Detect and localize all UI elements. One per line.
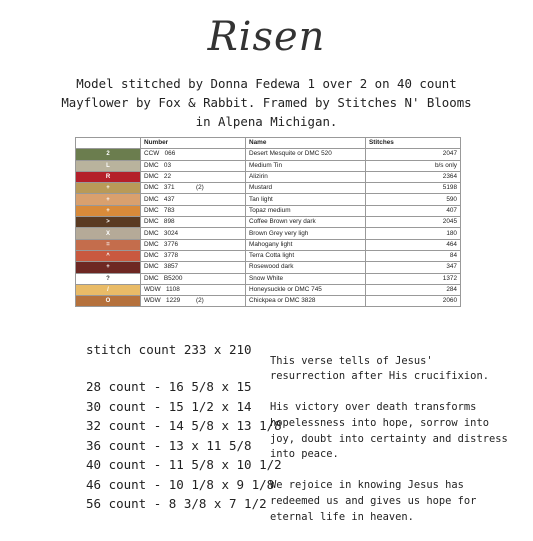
floss-name: Topaz medium: [246, 205, 366, 216]
floss-name: Chickpea or DMC 3828: [246, 296, 366, 307]
floss-code: 437: [163, 195, 175, 203]
stitch-count: stitch count 233 x 210: [86, 342, 252, 357]
floss-brand: DMC: [144, 184, 159, 192]
floss-name: Brown Grey very ligh: [246, 228, 366, 239]
floss-number: [141, 239, 246, 250]
floss-brand: DMC: [144, 240, 159, 248]
floss-brand: DMC: [144, 173, 159, 181]
verse-line: We rejoice in knowing Jesus has: [270, 479, 464, 492]
floss-number: [141, 183, 246, 194]
floss-number: [141, 194, 246, 205]
table-row: [76, 171, 461, 182]
floss-name: Desert Mesquite or DMC 520: [246, 149, 366, 160]
floss-name: Mustard: [246, 183, 366, 194]
color-swatch-symbol: R: [76, 171, 141, 182]
table-header-row: [76, 138, 461, 149]
table-row: [76, 205, 461, 216]
floss-number: [141, 149, 246, 160]
floss-table: [75, 137, 461, 307]
header-symbol: [76, 138, 141, 149]
color-swatch-symbol: +: [76, 183, 141, 194]
floss-code: B5200: [163, 274, 183, 282]
color-swatch-symbol: 2: [76, 149, 141, 160]
floss-stitches: 464: [366, 239, 461, 250]
floss-code: 3857: [163, 263, 179, 271]
header-name: Name: [246, 138, 366, 149]
floss-code: 03: [163, 161, 171, 169]
floss-stitches: 84: [366, 250, 461, 261]
color-swatch-symbol: +: [76, 262, 141, 273]
floss-number: [141, 250, 246, 261]
floss-brand: DMC: [144, 252, 159, 260]
floss-brand: DMC: [144, 206, 159, 214]
floss-stitches: 1372: [366, 273, 461, 284]
table-row: [76, 262, 461, 273]
floss-code: 898: [163, 218, 175, 226]
floss-number: [141, 228, 246, 239]
floss-number: [141, 171, 246, 182]
color-swatch-symbol: ?: [76, 273, 141, 284]
table-row: [76, 160, 461, 171]
floss-stitches: 2045: [366, 217, 461, 228]
floss-number: [141, 217, 246, 228]
floss-brand: CCW: [144, 150, 160, 158]
floss-code: 3024: [163, 229, 179, 237]
floss-stitches: 2060: [366, 296, 461, 307]
color-swatch-symbol: L: [76, 160, 141, 171]
floss-stitches: 2364: [366, 171, 461, 182]
color-swatch-symbol: +: [76, 205, 141, 216]
fabric-size: 36 count - 13 x 11 5/8: [86, 437, 252, 453]
intro-line: Mayflower by Fox & Rabbit. Framed by Stitches N' Blooms: [61, 95, 472, 110]
floss-code: 1229: [166, 297, 181, 305]
table-row: [76, 194, 461, 205]
floss-strands: (2): [196, 184, 204, 192]
intro-line: Model stitched by Donna Fedewa 1 over 2 on 40 count: [76, 76, 457, 91]
table-row: [76, 296, 461, 307]
verse-line: into peace.: [270, 448, 339, 461]
table-row: [76, 239, 461, 250]
floss-number: [141, 273, 246, 284]
color-swatch-symbol: O: [76, 296, 141, 307]
verse-line: redeemed us and gives us hope for: [270, 494, 477, 507]
fabric-size: 32 count - 14 5/8 x 13 1/8: [86, 418, 282, 433]
floss-stitches: 5198: [366, 183, 461, 194]
floss-brand: DMC: [144, 218, 159, 226]
table-row: [76, 273, 461, 284]
floss-number: [141, 262, 246, 273]
table-row: [76, 217, 461, 228]
floss-brand: DMC: [144, 263, 159, 271]
floss-stitches: 590: [366, 194, 461, 205]
floss-name: Alizirin: [246, 171, 366, 182]
fabric-size: 30 count - 15 1/2 x 14: [86, 398, 252, 414]
floss-brand: DMC: [144, 229, 159, 237]
floss-code: 3776: [163, 240, 179, 248]
floss-code: 783: [163, 206, 175, 214]
floss-stitches: 284: [366, 284, 461, 295]
verse-line: This verse tells of Jesus': [270, 354, 433, 367]
floss-number: [141, 205, 246, 216]
floss-code: 1108: [166, 286, 180, 293]
color-swatch-symbol: >: [76, 217, 141, 228]
page-title: Risen: [207, 14, 326, 60]
table-row: [76, 250, 461, 261]
floss-strands: (2): [196, 297, 204, 305]
floss-stitches: 180: [366, 228, 461, 239]
verse-line: joy, doubt into certainty and distress: [270, 432, 508, 445]
verse-description: [270, 338, 520, 541]
floss-brand: DMC: [144, 161, 159, 169]
floss-brand: WDW: [144, 286, 161, 293]
floss-number: [141, 284, 246, 295]
color-swatch-symbol: +: [76, 194, 141, 205]
table-row: [76, 149, 461, 160]
table-row: [76, 183, 461, 194]
floss-stitches: b/s only: [366, 160, 461, 171]
fabric-sizes-list: [86, 377, 282, 514]
floss-code: 066: [164, 150, 176, 158]
fabric-size: 46 count - 10 1/8 x 9 1/8: [86, 476, 275, 492]
floss-code: 22: [163, 173, 171, 181]
color-swatch-symbol: /: [76, 284, 141, 295]
color-swatch-symbol: ^: [76, 250, 141, 261]
intro-line: in Alpena Michigan.: [195, 114, 338, 129]
table-row: [76, 284, 461, 295]
fabric-size: 40 count - 11 5/8 x 10 1/2: [86, 457, 282, 472]
floss-code: 371: [163, 184, 175, 192]
fabric-size: 56 count - 8 3/8 x 7 1/2: [86, 496, 267, 511]
floss-name: Terra Cotta light: [246, 250, 366, 261]
color-swatch-symbol: =: [76, 239, 141, 250]
floss-number: [141, 296, 246, 307]
floss-brand: DMC: [144, 195, 159, 203]
verse-line: His victory over death transforms: [270, 401, 477, 414]
floss-name: Medium Tin: [246, 160, 366, 171]
intro-text: [30, 74, 503, 131]
floss-brand: DMC: [144, 274, 159, 282]
floss-name: Snow White: [246, 273, 366, 284]
table-row: [76, 228, 461, 239]
floss-stitches: 2047: [366, 149, 461, 160]
floss-stitches: 407: [366, 205, 461, 216]
floss-brand: WDW: [144, 297, 161, 305]
floss-table-body: [76, 149, 461, 307]
floss-name: Mahogany light: [246, 239, 366, 250]
floss-name: Tan light: [246, 194, 366, 205]
floss-stitches: 347: [366, 262, 461, 273]
floss-code: 3778: [163, 252, 179, 260]
header-number: Number: [141, 138, 246, 149]
verse-line: eternal life in heaven.: [270, 510, 414, 523]
verse-line: resurrection after His crucifixion.: [270, 370, 489, 383]
color-swatch-symbol: X: [76, 228, 141, 239]
fabric-size: 28 count - 16 5/8 x 15: [86, 379, 252, 394]
floss-name: Honeysuckle or DMC 745: [246, 284, 366, 295]
floss-number: [141, 160, 246, 171]
floss-name: Rosewood dark: [246, 262, 366, 273]
floss-name: Coffee Brown very dark: [246, 217, 366, 228]
verse-line: hopelessness into hope, sorrow into: [270, 416, 489, 429]
header-stitches: Stitches: [366, 138, 461, 149]
